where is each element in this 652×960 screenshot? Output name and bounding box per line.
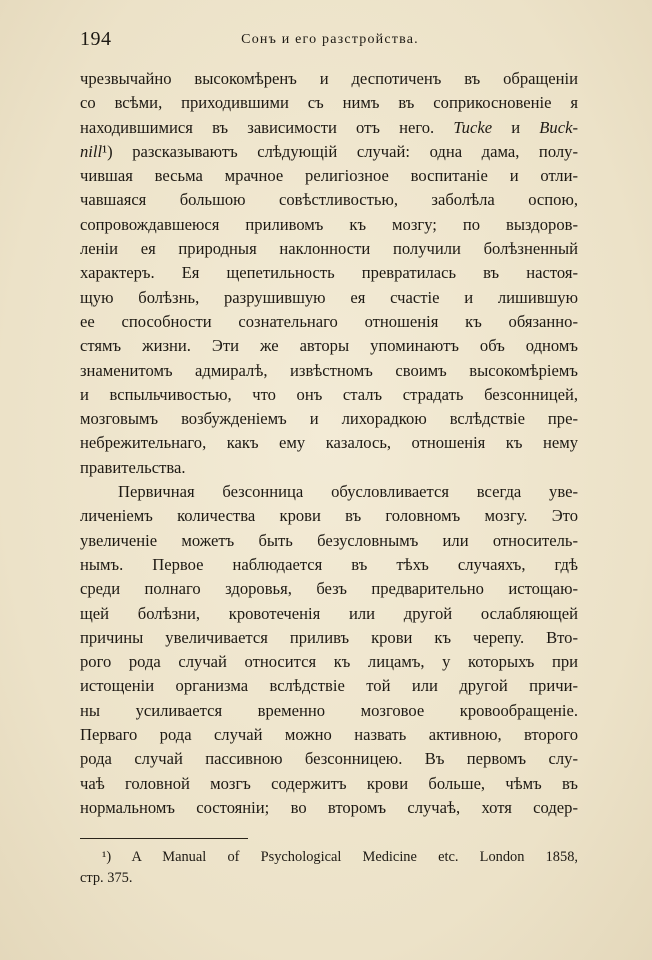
text-line: причины увеличивается приливъ крови къ черепу. Вто- xyxy=(80,627,578,647)
body-text xyxy=(80,67,578,820)
text-line: находившимися въ зависимости отъ него. Tucke и Buck- xyxy=(80,117,578,137)
text-line: небрежительнаго, какъ ему казалось, отношенія къ нему xyxy=(80,433,578,453)
text-line: и вспыльчивостью, что онъ сталъ страдать безсонницей, xyxy=(80,384,578,404)
text-line: нормальномъ состояніи; во второмъ случаѣ, хотя содер- xyxy=(80,797,578,817)
text-line: со всѣми, приходившими съ нимъ въ соприкосновеніе я xyxy=(80,93,578,113)
text-line: Перваго рода случай можно назвать активною, второго xyxy=(80,725,578,745)
text-line: рого рода случай относится къ лицамъ, у которыхъ при xyxy=(80,652,578,672)
text-line: нымъ. Первое наблюдается въ тѣхъ случаяхъ, гдѣ xyxy=(80,554,578,574)
text-line: щей болѣзни, кровотеченія или другой ослабляющей xyxy=(80,603,578,623)
text-line: знаменитомъ адмиралѣ, извѣстномъ своимъ высокомѣріемъ xyxy=(80,360,578,380)
text-line: характеръ. Ея щепетильность превратилась въ настоя- xyxy=(80,263,578,283)
text-line: щую болѣзнь, разрушившую ея счастіе и лишившую xyxy=(80,287,578,307)
text-line: рода случай пассивною безсонницею. Въ первомъ слу- xyxy=(80,749,578,769)
text-line: чаѣ головной мозгъ содержитъ крови больше, чѣмъ въ xyxy=(80,773,578,793)
footnotes xyxy=(80,847,578,889)
text-line: мозговымъ возбужденіемъ и лихорадкою вслѣдствіе пре- xyxy=(80,409,578,429)
page-header xyxy=(80,28,580,52)
text-line: истощеніи организма вслѣдствіе той или другой причи- xyxy=(80,676,578,696)
text-line: nill¹) разсказываютъ слѣдующій случай: одна дама, полу- xyxy=(80,141,578,161)
text-line: правительства. xyxy=(80,457,186,477)
text-line: стямъ жизни. Эти же авторы упоминаютъ объ одномъ xyxy=(80,336,578,356)
text-line: Первичная безсонница обусловливается всегда уве- xyxy=(118,482,578,502)
text-line: личеніемъ количества крови въ головномъ мозгу. Это xyxy=(80,506,578,526)
text-line: увеличеніе можетъ быть безусловнымъ или относитель- xyxy=(80,530,578,550)
text-line: ее способности сознательнаго отношенія къ обязанно- xyxy=(80,311,578,331)
text-line: чавшаяся большою совѣстливостью, заболѣла оспою, xyxy=(80,190,578,210)
text-line: ны усиливается временно мозговое кровообращеніе. xyxy=(80,700,578,720)
text-line: леніи ея природныя наклонности получили болѣзненный xyxy=(80,239,578,259)
footnote-divider xyxy=(80,838,248,839)
text-line: сопровождавшеюся приливомъ къ мозгу; по выздоров- xyxy=(80,214,578,234)
text-line: среди полнаго здоровья, безъ предварительно истощаю- xyxy=(80,579,578,599)
footnote-line: ¹) A Manual of Psychological Medicine etc. London 1858, xyxy=(102,849,578,865)
footnote-line: стр. 375. xyxy=(80,870,133,886)
running-head: Сонъ и его разстройства. xyxy=(241,32,419,47)
text-line: чившая весьма мрачное религіозное воспитаніе и отли- xyxy=(80,166,578,186)
text-line: чрезвычайно высокомѣренъ и деспотиченъ въ обращеніи xyxy=(80,69,578,88)
page-number: 194 xyxy=(80,28,112,50)
